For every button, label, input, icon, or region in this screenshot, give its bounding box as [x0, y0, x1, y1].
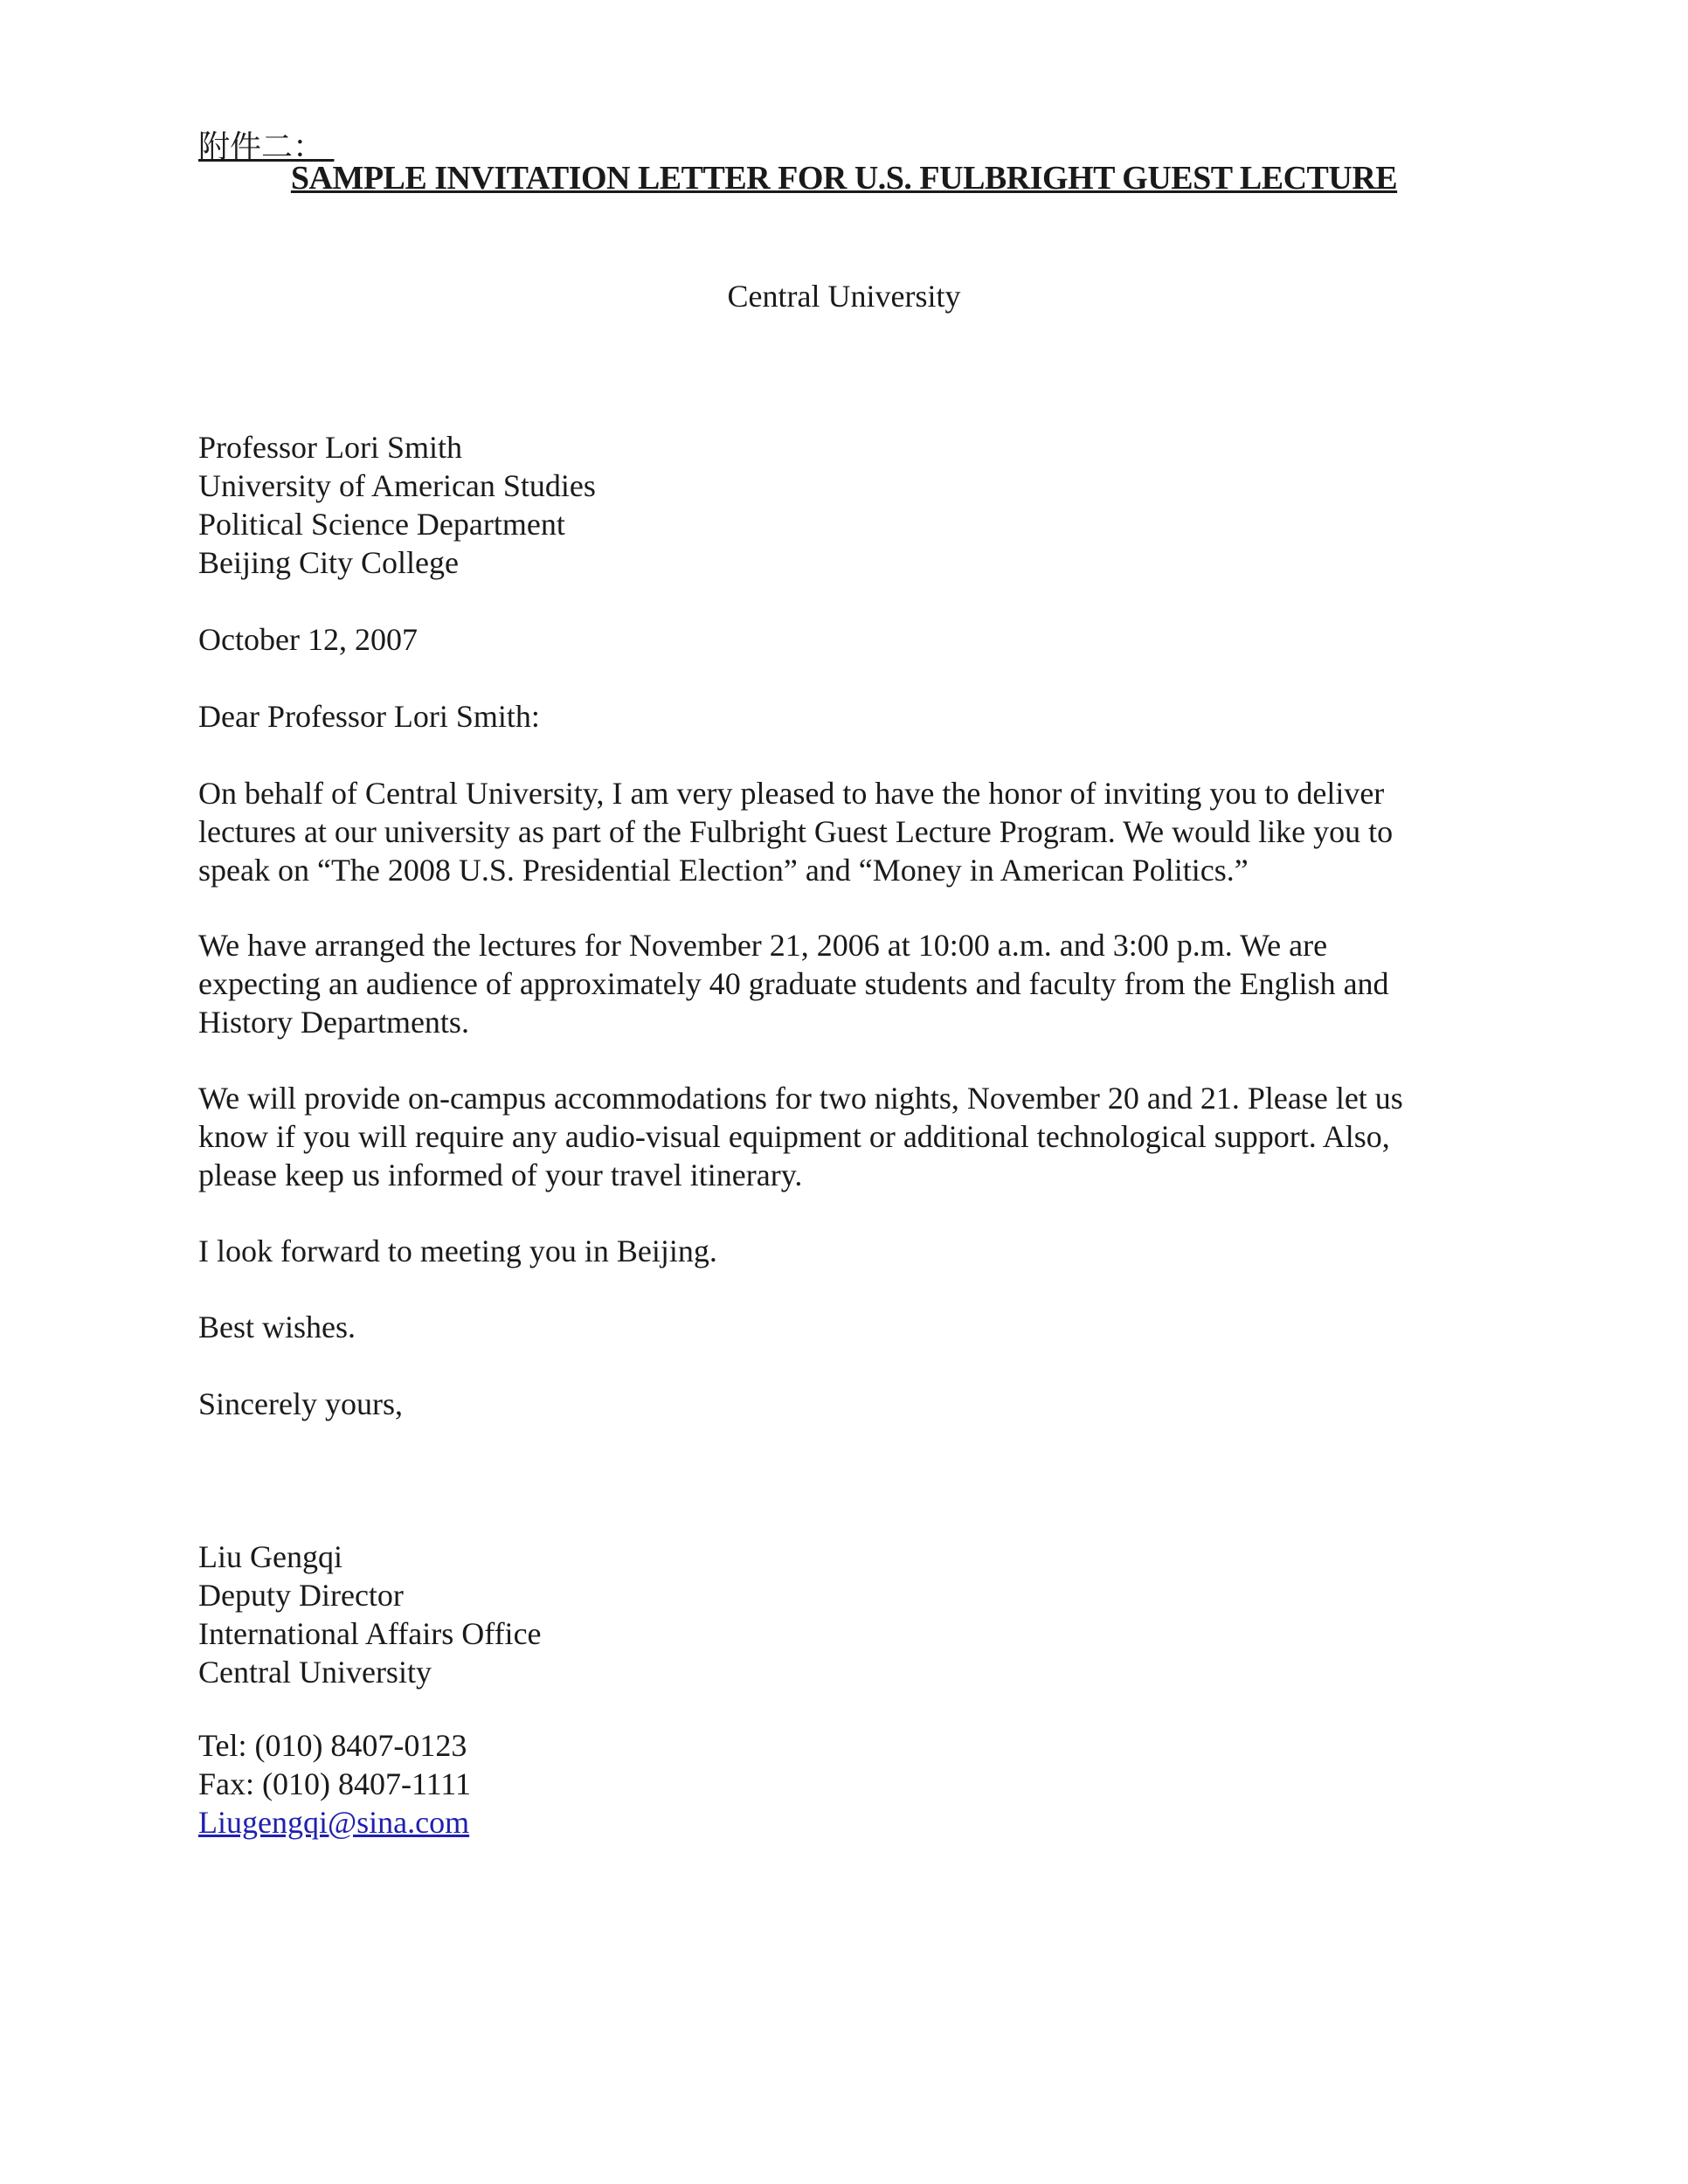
- fax: Fax: (010) 8407-1111: [198, 1766, 471, 1801]
- recipient-college: Beijing City College: [198, 545, 459, 580]
- signer-university: Central University: [198, 1655, 432, 1690]
- signer-title: Deputy Director: [198, 1578, 404, 1613]
- salutation: [198, 697, 1509, 736]
- paragraph-line: know if you will require any audio-visual equipment or additional technological support. Also,: [198, 1119, 1390, 1154]
- closing-valediction: [198, 1385, 1509, 1423]
- signer-office: International Affairs Office: [198, 1616, 542, 1651]
- paragraph-invitation: [198, 774, 1509, 889]
- signature-block: [198, 1538, 1509, 1691]
- paragraph-line: please keep us informed of your travel itinerary.: [198, 1158, 803, 1192]
- recipient-institution: University of American Studies: [198, 468, 596, 503]
- closing-remark: [198, 1232, 1509, 1270]
- paragraph-accommodations: [198, 1079, 1509, 1194]
- recipient-name: Professor Lori Smith: [198, 430, 462, 465]
- recipient-department: Political Science Department: [198, 507, 565, 542]
- email-line: [198, 1803, 1509, 1842]
- paragraph-line: History Departments.: [198, 1005, 469, 1040]
- letter-date: [198, 620, 1509, 659]
- date-text: October 12, 2007: [198, 622, 418, 657]
- email-link[interactable]: Liugengqi@sina.com: [198, 1805, 470, 1840]
- closing-line: Sincerely yours,: [198, 1386, 403, 1421]
- paragraph-line: speak on “The 2008 U.S. Presidential Election” and “Money in American Politics.”: [198, 853, 1249, 888]
- paragraph-line: We will provide on-campus accommodations for two nights, November 20 and 21. Please let us: [198, 1081, 1403, 1116]
- signer-name: Liu Gengqi: [198, 1539, 342, 1574]
- closing-line: Best wishes.: [198, 1310, 356, 1344]
- closing-wishes: [198, 1308, 1509, 1346]
- telephone: Tel: (010) 8407-0123: [198, 1728, 467, 1763]
- paragraph-line: lectures at our university as part of the Fulbright Guest Lecture Program. We would like you to: [198, 814, 1394, 849]
- university-heading: Central University: [727, 279, 961, 314]
- paragraph-line: We have arranged the lectures for November 21, 2006 at 10:00 a.m. and 3:00 p.m. We are: [198, 928, 1328, 963]
- closing-line: I look forward to meeting you in Beijing.: [198, 1234, 717, 1268]
- paragraph-line: expecting an audience of approximately 40 graduate students and faculty from the English and: [198, 966, 1389, 1001]
- paragraph-schedule: [198, 926, 1509, 1041]
- contact-block: [198, 1726, 1509, 1842]
- recipient-address: [198, 428, 1509, 582]
- attachment-label: 附件二：: [198, 129, 335, 165]
- salutation-text: Dear Professor Lori Smith:: [198, 699, 540, 734]
- document-title: SAMPLE INVITATION LETTER FOR U.S. FULBRIGHT GUEST LECTURE: [290, 160, 1398, 197]
- paragraph-line: On behalf of Central University, I am very pleased to have the honor of inviting you to deliver: [198, 776, 1385, 811]
